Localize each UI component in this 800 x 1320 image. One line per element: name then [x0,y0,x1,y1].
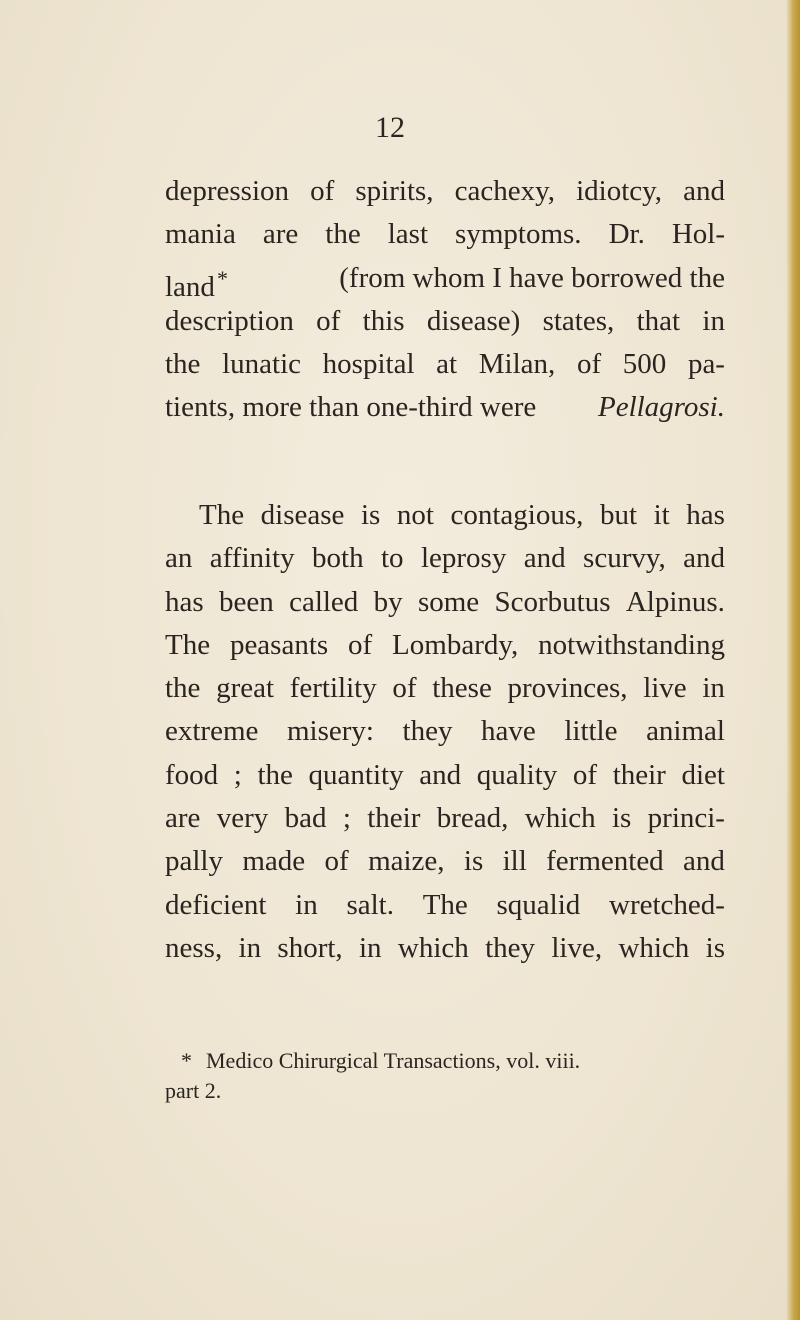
text-line: the lunatic hospital at Milan, of 500 pa- [165,348,725,381]
text-fragment: tients, more than one-third were [165,391,537,424]
footnote [165,1046,725,1106]
text-line: are very bad ; their bread, which is princi- [165,802,725,835]
text-line: deficient in salt. The squalid wretched- [165,888,725,921]
italic-term: Pellagrosi. [597,391,725,424]
text-fragment: (from whom I have borrowed the [339,261,725,294]
text-line: description of this disease) states, that in [165,304,725,337]
text-line: an affinity both to leprosy and scurvy, and [165,542,725,575]
text-line: depression of spirits, cachexy, idiotcy, and [165,175,725,207]
text-line [165,386,725,429]
text-line: mania are the last symptoms. Dr. Hol- [165,218,725,251]
page-number: 12 [375,111,405,144]
text-line: pally made of maize, is ill fermented and [165,845,725,878]
footnote-line [165,1046,725,1076]
footnote-text: Medico Chirurgical Transactions, vol. viii. [206,1048,581,1073]
text-line: has been called by some Scorbutus Alpinus. [165,585,725,618]
text-line: The disease is not contagious, but it has [199,499,725,531]
paragraph-2 [165,494,725,970]
text-line: The peasants of Lombardy, notwithstanding [165,628,725,661]
text-line [165,257,725,303]
text-line: the great fertility of these provinces, live in [165,672,725,705]
footnote-line: part 2. [165,1078,222,1103]
text-line: food ; the quantity and quality of their diet [165,758,725,791]
text-line: extreme misery: they have little animal [165,715,725,748]
paragraph-1 [165,170,725,430]
page-edge-gilding [786,0,800,1320]
text-fragment: land* [165,265,228,303]
text-line: ness, in short, in which they live, which is [165,931,725,964]
footnote-marker: * [216,265,228,291]
footnote-marker: * [181,1048,192,1073]
